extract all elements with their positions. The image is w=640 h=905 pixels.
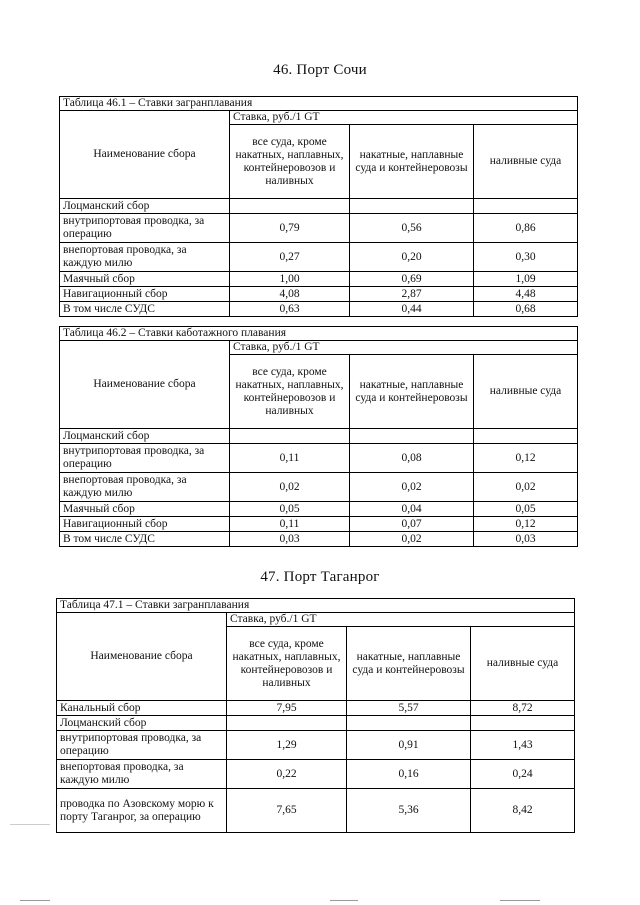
rate-value: 0,03 <box>230 532 350 547</box>
table-caption: Таблица 46.1 – Ставки загранплавания <box>60 97 578 111</box>
fee-name: Лоцманский сбор <box>60 199 230 214</box>
table-row <box>60 532 578 547</box>
fee-name: внепортовая проводка, за каждую милю <box>60 473 230 502</box>
rate-value: 4,08 <box>230 287 350 302</box>
subheader-roro-containers: накатные, наплавные суда и контейнеровозы <box>350 125 474 199</box>
table-row <box>60 302 578 317</box>
rate-value: 0,56 <box>350 214 474 243</box>
rate-value: 0,02 <box>350 532 474 547</box>
rate-value: 0,79 <box>230 214 350 243</box>
rate-column-header: Ставка, руб./1 GT <box>230 341 578 355</box>
rate-value: 7,95 <box>227 701 347 716</box>
table-row <box>60 517 578 532</box>
rate-value <box>350 429 474 444</box>
table-caption: Таблица 47.1 – Ставки загранплавания <box>57 599 575 613</box>
rate-value <box>474 429 578 444</box>
rate-value: 7,65 <box>227 789 347 833</box>
fee-name: внепортовая проводка, за каждую милю <box>60 243 230 272</box>
rate-value: 0,12 <box>474 444 578 473</box>
rate-value: 8,72 <box>471 701 575 716</box>
fee-name: проводка по Азовскому морю к порту Таганрог, за операцию <box>57 789 227 833</box>
table-row <box>60 502 578 517</box>
subheader-all-vessels: все суда, кроме накатных, наплавных, контейнеровозов и наливных <box>227 627 347 701</box>
rate-value: 1,43 <box>471 731 575 760</box>
rate-value <box>230 429 350 444</box>
rate-value: 1,09 <box>474 272 578 287</box>
rate-value <box>474 199 578 214</box>
rate-value: 0,07 <box>350 517 474 532</box>
table-row <box>60 214 578 243</box>
name-column-header: Наименование сбора <box>60 111 230 199</box>
fee-name: Лоцманский сбор <box>57 716 227 731</box>
rate-value: 0,91 <box>347 731 471 760</box>
fee-name: Навигационный сбор <box>60 287 230 302</box>
table-row <box>60 473 578 502</box>
subheader-tankers: наливные суда <box>474 125 578 199</box>
fee-name: внутрипортовая проводка, за операцию <box>60 214 230 243</box>
subheader-roro-containers: накатные, наплавные суда и контейнеровозы <box>347 627 471 701</box>
rate-value <box>227 716 347 731</box>
rate-column-header: Ставка, руб./1 GT <box>230 111 578 125</box>
rate-value: 0,11 <box>230 444 350 473</box>
fee-name: В том числе СУДС <box>60 532 230 547</box>
table-row <box>57 731 575 760</box>
rate-value <box>471 716 575 731</box>
rate-value: 0,69 <box>350 272 474 287</box>
table-row <box>60 243 578 272</box>
rate-value: 0,12 <box>474 517 578 532</box>
rate-value: 0,08 <box>350 444 474 473</box>
subheader-all-vessels: все суда, кроме накатных, наплавных, контейнеровозов и наливных <box>230 125 350 199</box>
table-row <box>57 701 575 716</box>
rates-table-46-1 <box>59 96 578 317</box>
rate-value: 1,00 <box>230 272 350 287</box>
rate-value: 0,05 <box>474 502 578 517</box>
rate-value: 1,29 <box>227 731 347 760</box>
scan-artifact <box>10 824 50 825</box>
rate-value: 0,30 <box>474 243 578 272</box>
subheader-tankers: наливные суда <box>471 627 575 701</box>
rate-value: 0,03 <box>474 532 578 547</box>
rate-value: 0,24 <box>471 760 575 789</box>
rates-table-46-2 <box>59 326 578 547</box>
table-row <box>57 716 575 731</box>
table-row <box>60 444 578 473</box>
rate-value: 0,02 <box>350 473 474 502</box>
rate-value: 5,36 <box>347 789 471 833</box>
name-column-header: Наименование сбора <box>57 613 227 701</box>
rate-value: 0,44 <box>350 302 474 317</box>
table-row <box>60 199 578 214</box>
table-row <box>57 789 575 833</box>
subheader-tankers: наливные суда <box>474 355 578 429</box>
rate-value: 4,48 <box>474 287 578 302</box>
rate-value: 0,86 <box>474 214 578 243</box>
rate-column-header: Ставка, руб./1 GT <box>227 613 575 627</box>
section-heading-port-taganrog: 47. Порт Таганрог <box>260 569 380 585</box>
fee-name: Маячный сбор <box>60 272 230 287</box>
table-row <box>57 760 575 789</box>
rate-value <box>347 716 471 731</box>
fee-name: В том числе СУДС <box>60 302 230 317</box>
scan-artifact <box>500 900 540 901</box>
rate-value: 0,22 <box>227 760 347 789</box>
rate-value: 5,57 <box>347 701 471 716</box>
fee-name: Канальный сбор <box>57 701 227 716</box>
subheader-roro-containers: накатные, наплавные суда и контейнеровозы <box>350 355 474 429</box>
rate-value: 0,02 <box>230 473 350 502</box>
rate-value: 0,16 <box>347 760 471 789</box>
fee-name: Навигационный сбор <box>60 517 230 532</box>
rate-value: 0,05 <box>230 502 350 517</box>
rate-value <box>350 199 474 214</box>
rate-value: 0,11 <box>230 517 350 532</box>
rate-value: 0,04 <box>350 502 474 517</box>
rate-value: 0,20 <box>350 243 474 272</box>
rate-value: 0,02 <box>474 473 578 502</box>
fee-name: внутрипортовая проводка, за операцию <box>57 731 227 760</box>
scan-artifact <box>20 900 50 901</box>
rate-value <box>230 199 350 214</box>
fee-name: Лоцманский сбор <box>60 429 230 444</box>
scan-artifact <box>330 900 358 901</box>
rate-value: 0,68 <box>474 302 578 317</box>
table-row <box>60 287 578 302</box>
rate-value: 8,42 <box>471 789 575 833</box>
fee-name: внутрипортовая проводка, за операцию <box>60 444 230 473</box>
subheader-all-vessels: все суда, кроме накатных, наплавных, контейнеровозов и наливных <box>230 355 350 429</box>
section-heading-port-sochi: 46. Порт Сочи <box>273 62 367 78</box>
rate-value: 2,87 <box>350 287 474 302</box>
fee-name: Маячный сбор <box>60 502 230 517</box>
table-row <box>60 429 578 444</box>
rate-value: 0,27 <box>230 243 350 272</box>
fee-name: внепортовая проводка, за каждую милю <box>57 760 227 789</box>
table-row <box>60 272 578 287</box>
rate-value: 0,63 <box>230 302 350 317</box>
table-caption: Таблица 46.2 – Ставки каботажного плавания <box>60 327 578 341</box>
rates-table-47-1 <box>56 598 575 833</box>
name-column-header: Наименование сбора <box>60 341 230 429</box>
